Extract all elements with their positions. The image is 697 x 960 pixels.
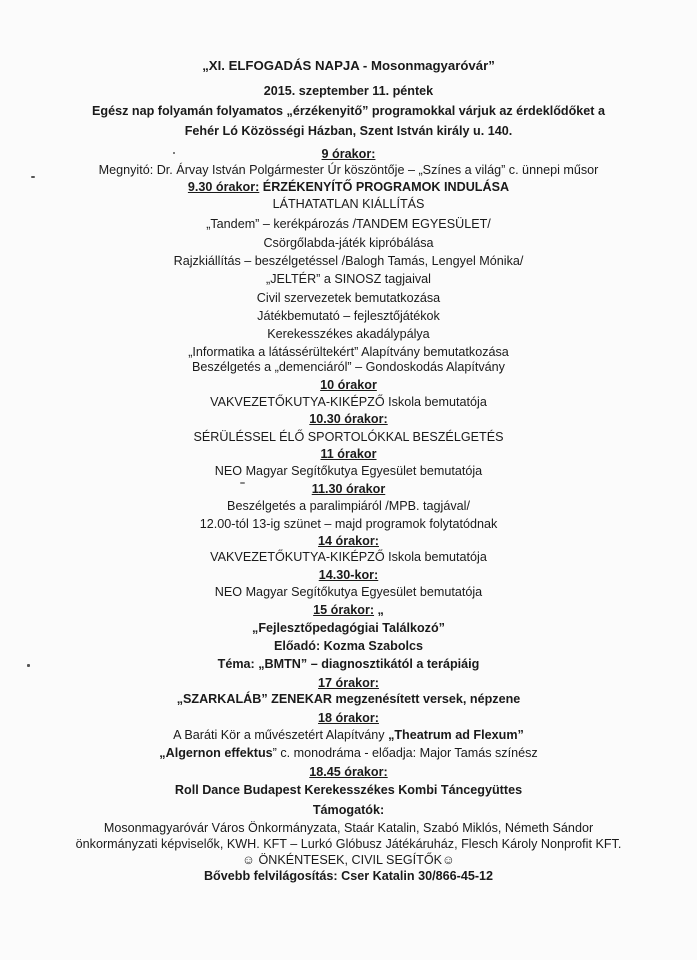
scan-speck [240,482,245,484]
guide-dog-school-1: VAKVEZETŐKUTYA-KIKÉPZŐ Iskola bemutatója [210,395,487,409]
time-15: 15 órakor: [313,603,375,617]
neo-demo-2: NEO Magyar Segítőkutya Egyesület bemutatója [214,585,483,599]
info-row [0,869,697,884]
tandem-line: „Tandem” – kerékpározás /TANDEM EGYESÜLET/ [206,217,491,231]
stray-quote: „ [374,603,384,617]
szarkalab-desc: megzenésített versek, népzene [332,692,521,706]
info-contact: Cser Katalin 30/866-45-12 [337,869,494,883]
scan-speck [27,664,30,667]
paralympics-line: Beszélgetés a paralimpiáról /MPB. tagjával/ [227,499,470,513]
baráti-kor-text: A Baráti Kör a művészetért Alapítvány [173,728,389,742]
time-1845: 18.45 órakor: [309,765,388,779]
time-1430: 14.30-kor: [318,568,379,582]
time-11: 11 órakor [320,447,377,461]
time-1130: 11.30 órakor [311,482,386,496]
neo-demo-1: NEO Magyar Segítőkutya Egyesület bemutatója [214,464,483,478]
time-1030: 10.30 órakor: [309,412,388,426]
time-14: 14 órakor: [318,534,379,548]
szarkalab-band: „SZARKALÁB” ZENEKAR [176,692,333,706]
time-930: 9.30 órakor: [187,180,260,194]
dev-pedagogy-line: „Fejlesztőpedagógiai Találkozó” [252,621,445,635]
time-17: 17 órakor: [318,676,379,690]
algernon-title: „Algernon effektus [159,746,273,760]
info-label: Bővebb felvilágosítás: [203,869,338,883]
wheelchair-course-line: Kerekesszékes akadálypálya [267,327,430,341]
opening-line: Megnyitó: Dr. Árvay István Polgármester Úr köszöntője – „Színes a világ” c. ünnepi műsor [98,163,599,177]
scan-speck [31,176,35,178]
invisible-exhibition: LÁTHATATLAN KIÁLLÍTÁS [272,197,425,211]
algernon-row [0,746,697,761]
informatics-line: „Informatika a látássérültekért” Alapítvány bemutatkozása [188,345,509,359]
szarkalab-row [0,692,697,707]
topic-line: Téma: „BMTN” – diagnosztikától a terápiáig [217,657,480,671]
break-line: 12.00-tól 13-ig szünet – majd programok folytatódnak [199,517,498,531]
event-date: 2015. szeptember 11. péntek [263,84,434,98]
event-title: „XI. ELFOGADÁS NAPJA - Mosonmagyaróvár” [202,58,495,73]
theatrum-row [0,728,697,743]
algernon-desc: ” c. monodráma - előadja: Major Tamás színész [272,746,538,760]
time-9: 9 órakor: [321,147,376,161]
sponsors-line-1: Mosonmagyaróvár Város Önkormányzata, Staár Katalin, Szabó Miklós, Németh Sándor [103,821,594,835]
roll-dance-line: Roll Dance Budapest Kerekesszékes Kombi Táncegyüttes [174,783,523,797]
volunteers-line: ☺ ÖNKÉNTESEK, CIVIL SEGÍTŐK☺ [242,853,455,867]
sponsors-title: Támogatók: [312,803,385,817]
programs-start: ÉRZÉKENYÍTŐ PROGRAMOK INDULÁSA [259,180,510,194]
speaker-line: Előadó: Kozma Szabolcs [273,639,424,653]
athletes-talk-line: SÉRÜLÉSSEL ÉLŐ SPORTOLÓKKAL BESZÉLGETÉS [193,430,504,444]
game-demo-line: Játékbemutató – fejlesztőjátékok [257,309,440,323]
drawing-exhibition-line: Rajzkiállítás – beszélgetéssel /Balogh Tamás, Lengyel Mónika/ [173,254,524,268]
intro-line-2: Fehér Ló Közösségi Házban, Szent István király u. 140. [184,124,513,138]
time-930-row [0,180,697,195]
sponsors-line-2: önkormányzati képviselők, KWH. KFT – Lurkó Glóbusz Játékáruház, Flesch Károly Nonprofit KFT. [75,837,622,851]
goalball-line: Csörgőlabda-játék kipróbálása [263,236,434,250]
time-10: 10 órakor [320,378,377,392]
jelter-line: „JELTÉR” a SINOSZ tagjaival [266,272,431,286]
time-18: 18 órakor: [318,711,379,725]
theatrum-name: „Theatrum ad Flexum” [388,728,524,742]
civil-orgs-line: Civil szervezetek bemutatkozása [256,291,441,305]
scan-speck [173,152,175,154]
guide-dog-school-2: VAKVEZETŐKUTYA-KIKÉPZŐ Iskola bemutatója [210,550,487,564]
intro-line-1: Egész nap folyamán folyamatos „érzékenyitő” programokkal várjuk az érdeklődőket a [91,104,606,118]
time-15-row [0,603,697,618]
dementia-line: Beszélgetés a „demenciáról” – Gondoskodás Alapítvány [192,360,505,374]
